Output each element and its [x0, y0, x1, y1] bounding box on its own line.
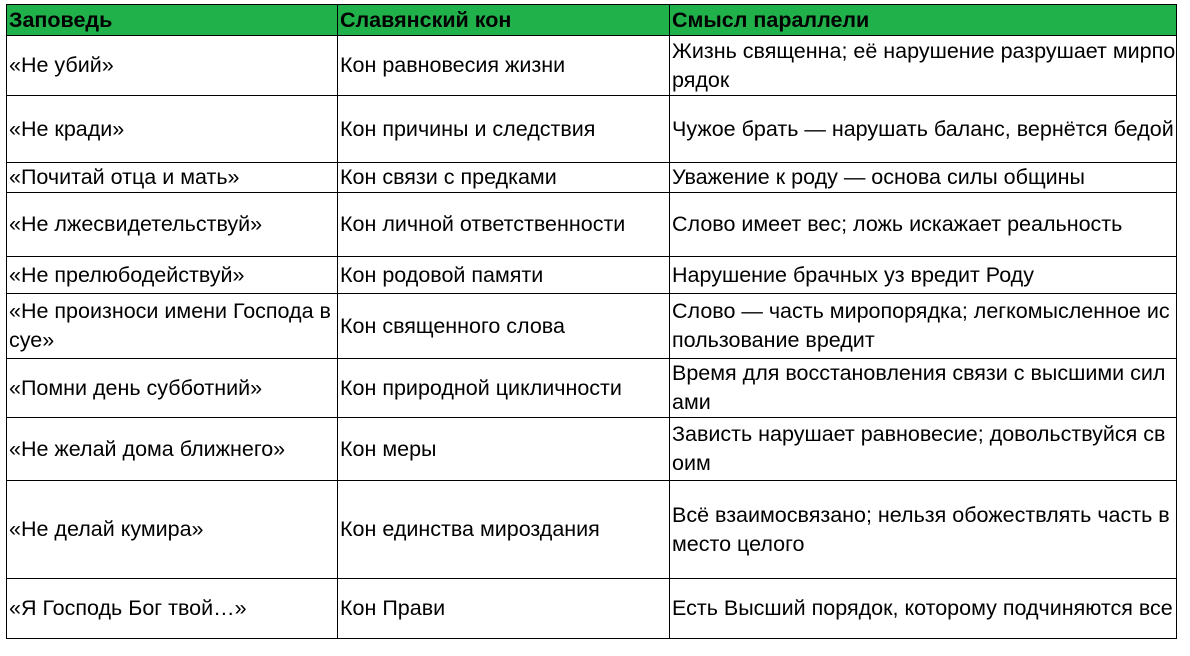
slavic-kon-cell[interactable]: Кон природной цикличности: [338, 359, 670, 418]
commandment-cell[interactable]: «Не произноси имени Господа всуе»: [7, 294, 338, 359]
commandment-cell[interactable]: «Не желай дома ближнего»: [7, 418, 338, 481]
slavic-kon-cell[interactable]: Кон священного слова: [338, 294, 670, 359]
commandment-cell[interactable]: «Не убий»: [7, 36, 338, 96]
meaning-cell[interactable]: Время для восстановления связи с высшими силами: [670, 359, 1177, 418]
slavic-kon-cell[interactable]: Кон меры: [338, 418, 670, 481]
meaning-cell[interactable]: Жизнь священна; её нарушение разрушает мирпорядок: [670, 36, 1177, 96]
slavic-kon-cell[interactable]: Кон личной ответственности: [338, 193, 670, 257]
table-row: [7, 257, 1177, 294]
slavic-kon-cell[interactable]: Кон причины и следствия: [338, 96, 670, 163]
table-row: [7, 359, 1177, 418]
slavic-kon-cell[interactable]: Кон единства мироздания: [338, 481, 670, 579]
slavic-kon-cell[interactable]: Кон Прави: [338, 579, 670, 639]
commandment-cell[interactable]: «Помни день субботний»: [7, 359, 338, 418]
commandment-cell[interactable]: «Я Господь Бог твой…»: [7, 579, 338, 639]
header-meaning[interactable]: Смысл параллели: [670, 5, 1177, 36]
header-commandment[interactable]: Заповедь: [7, 5, 338, 36]
commandments-table: [6, 4, 1177, 639]
table-row: [7, 579, 1177, 639]
slavic-kon-cell[interactable]: Кон связи с предками: [338, 163, 670, 193]
table-row: [7, 294, 1177, 359]
commandment-cell[interactable]: «Почитай отца и мать»: [7, 163, 338, 193]
meaning-cell[interactable]: Зависть нарушает равновесие; довольствуйся своим: [670, 418, 1177, 481]
slavic-kon-cell[interactable]: Кон равновесия жизни: [338, 36, 670, 96]
meaning-cell[interactable]: Нарушение брачных уз вредит Роду: [670, 257, 1177, 294]
meaning-cell[interactable]: Слово — часть миропорядка; легкомысленное использование вредит: [670, 294, 1177, 359]
meaning-cell[interactable]: Уважение к роду — основа силы общины: [670, 163, 1177, 193]
commandment-cell[interactable]: «Не лжесвидетельствуй»: [7, 193, 338, 257]
header-slavic-kon[interactable]: Славянский кон: [338, 5, 670, 36]
header-row: [7, 5, 1177, 36]
commandment-cell[interactable]: «Не кради»: [7, 96, 338, 163]
table-row: [7, 96, 1177, 163]
meaning-cell[interactable]: Всё взаимосвязано; нельзя обожествлять часть вместо целого: [670, 481, 1177, 579]
table-row: [7, 418, 1177, 481]
commandment-cell[interactable]: «Не делай кумира»: [7, 481, 338, 579]
commandment-cell[interactable]: «Не прелюбодействуй»: [7, 257, 338, 294]
table-row: [7, 481, 1177, 579]
meaning-cell[interactable]: Слово имеет вес; ложь искажает реальность: [670, 193, 1177, 257]
meaning-cell[interactable]: Есть Высший порядок, которому подчиняются все: [670, 579, 1177, 639]
table-row: [7, 163, 1177, 193]
slavic-kon-cell[interactable]: Кон родовой памяти: [338, 257, 670, 294]
meaning-cell[interactable]: Чужое брать — нарушать баланс, вернётся бедой: [670, 96, 1177, 163]
table-row: [7, 36, 1177, 96]
table-row: [7, 193, 1177, 257]
